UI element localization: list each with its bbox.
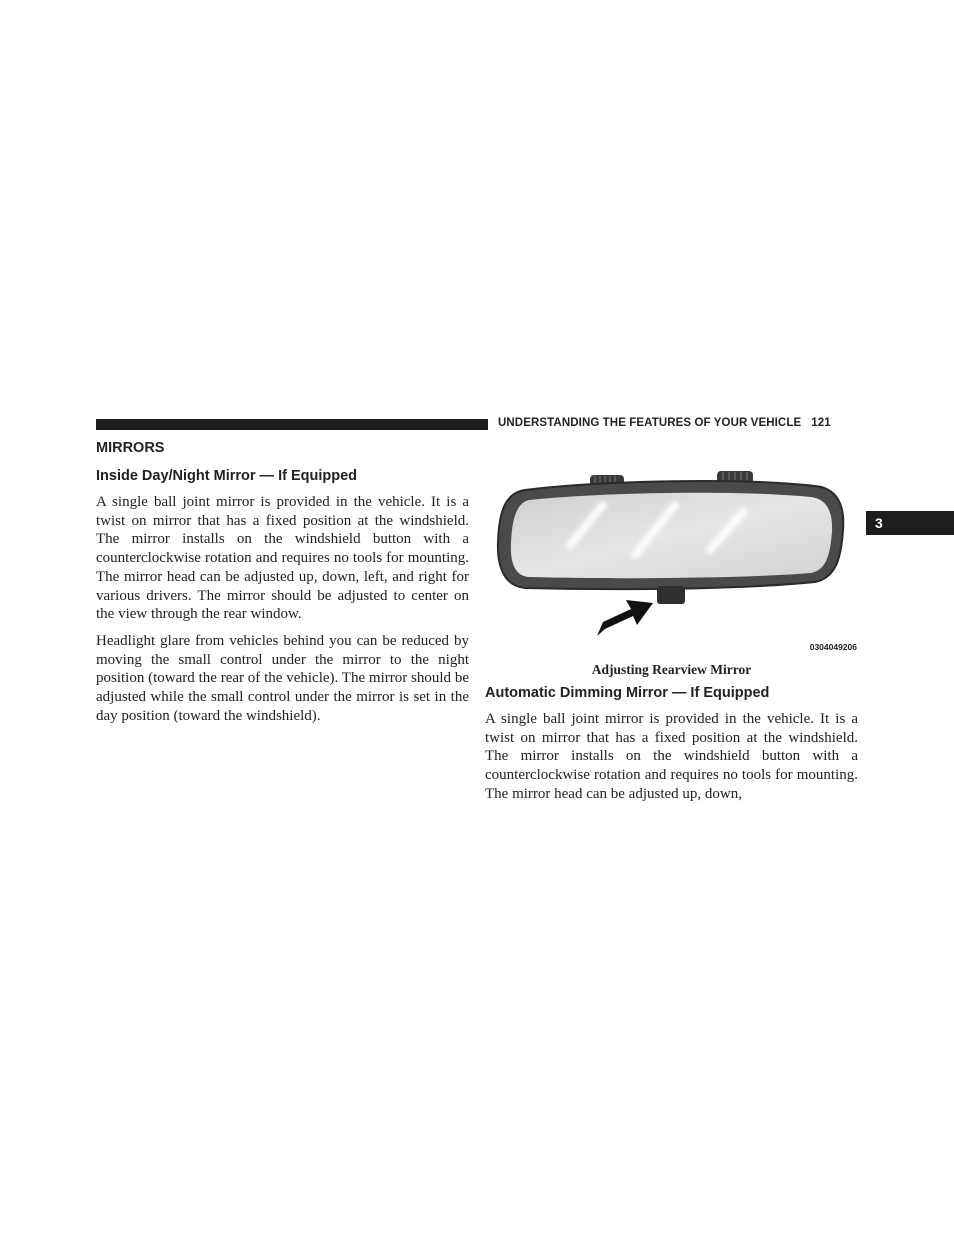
day-night-control (657, 586, 685, 604)
arrow-icon (597, 600, 653, 636)
body-paragraph: A single ball joint mirror is provided in the vehicle. It is a twist on mirror that has a fixed position at the windshield. The mirror installs on the windshield button with a counterclockwise rotation and requires no tools for mounting. The mirror head can be adjusted up, down, left, and right for various drivers. The mirror should be adjusted to center on the view through the rear window. (96, 494, 469, 623)
figure-code: 0304049206 (809, 642, 857, 652)
body-paragraph: Headlight glare from vehicles behind you can be reduced by moving the small control under the mirror to the night position (toward the rear of the vehicle). The mirror should be adjusted while the small control under the mirror is set in the day position (toward the windshield). (96, 632, 469, 724)
left-column (96, 437, 469, 725)
chapter-tab: 3 (866, 511, 954, 535)
mirror-figure (485, 450, 858, 650)
figure-caption: Adjusting Rearview Mirror (591, 662, 752, 677)
chapter-title: UNDERSTANDING THE FEATURES OF YOUR VEHICLE (498, 417, 802, 429)
running-header (498, 417, 831, 429)
body-paragraph: A single ball joint mirror is provided in the vehicle. It is a twist on mirror that has a fixed position at the windshield. The mirror installs on the windshield button with a counterclockwise rotation and requires no tools for mounting. The mirror head can be adjusted up, down, (485, 711, 858, 802)
section-title: MIRRORS (96, 440, 165, 456)
rearview-mirror-illustration (485, 450, 858, 650)
subsection-title: Inside Day/Night Mirror — If Equipped (96, 468, 358, 484)
subsection-title: Automatic Dimming Mirror — If Equipped (485, 685, 770, 701)
page-number: 121 (811, 417, 831, 429)
header-rule (96, 419, 488, 430)
right-column (485, 450, 858, 804)
